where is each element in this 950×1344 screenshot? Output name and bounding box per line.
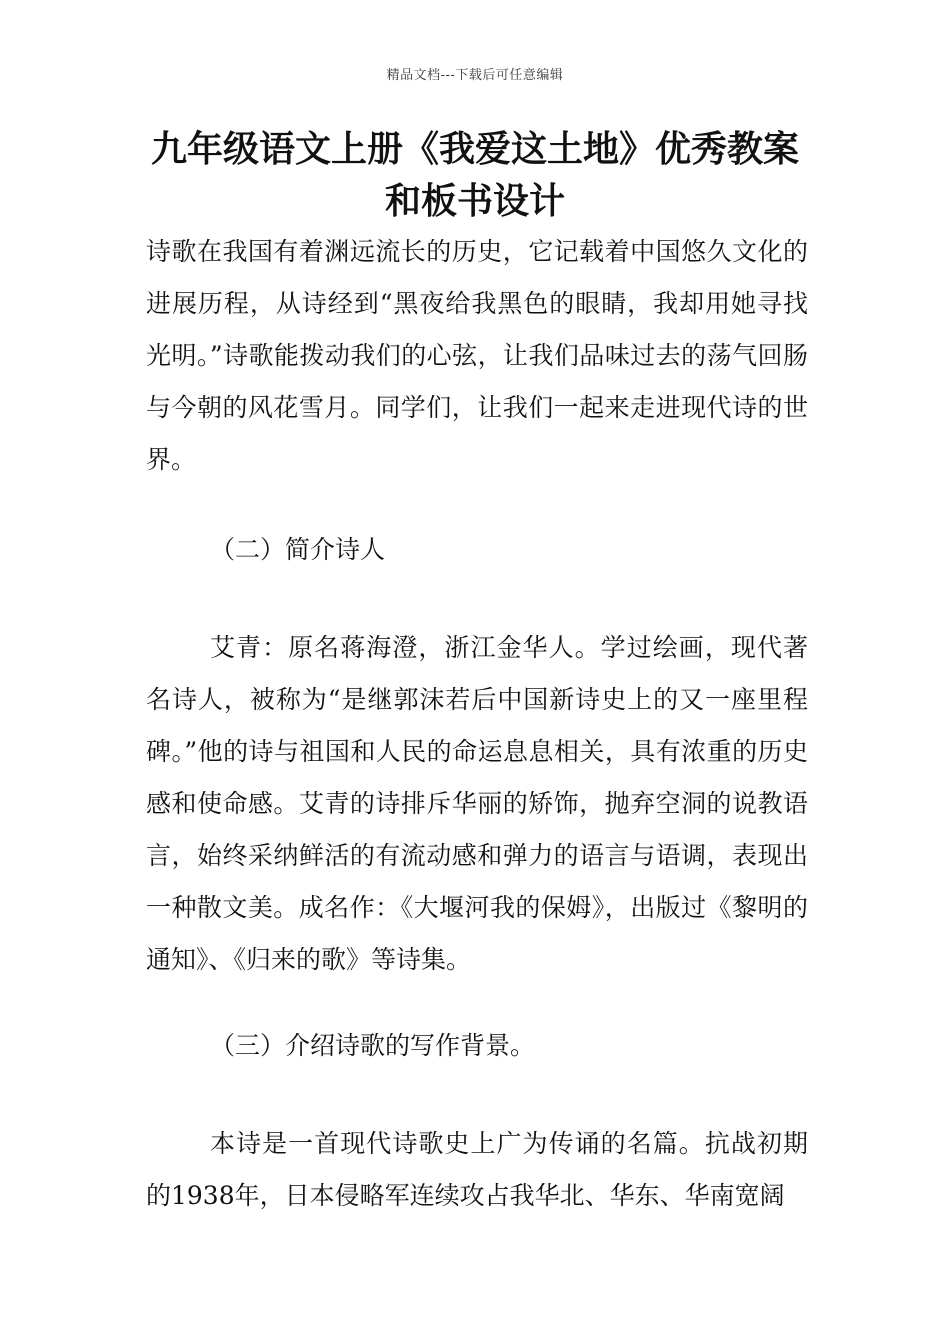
section-heading-two: （二）简介诗人 [210, 535, 386, 564]
background-paragraph: 本诗是一首现代诗歌史上广为传诵的名篇。抗战初期的1938年，日本侵略军连续攻占我华北、华东、华南宽阔 [146, 1129, 808, 1210]
intro-paragraph: 诗歌在我国有着渊远流长的历史，它记载着中国悠久文化的进展历程，从诗经到“黑夜给我黑色的眼睛，我却用她寻找光明。”诗歌能拨动我们的心弦，让我们品味过去的荡气回肠与今朝的风花雪月。同学们，让我们一起来走进现代诗的世界。 [146, 237, 808, 474]
section-heading-three: （三）介绍诗歌的写作背景。 [210, 1031, 536, 1060]
poet-paragraph: 艾青：原名蒋海澄，浙江金华人。学过绘画，现代著名诗人，被称为“是继郭沫若后中国新诗史上的又一座里程碑。”他的诗与祖国和人民的命运息息相关，具有浓重的历史感和使命感。艾青的诗排斥华丽的矫饰，抛弃空洞的说教语言，始终采纳鲜活的有流动感和弹力的语言与语调，表现出一种散文美。成名作：《大堰河我的保姆》，出版过《黎明的通知》、《归来的歌》等诗集。 [146, 633, 808, 974]
header-note: 精品文档---下载后可任意编辑 [386, 68, 564, 83]
document-title: 九年级语文上册《我爱这土地》优秀教案和板书设计 [150, 129, 799, 222]
